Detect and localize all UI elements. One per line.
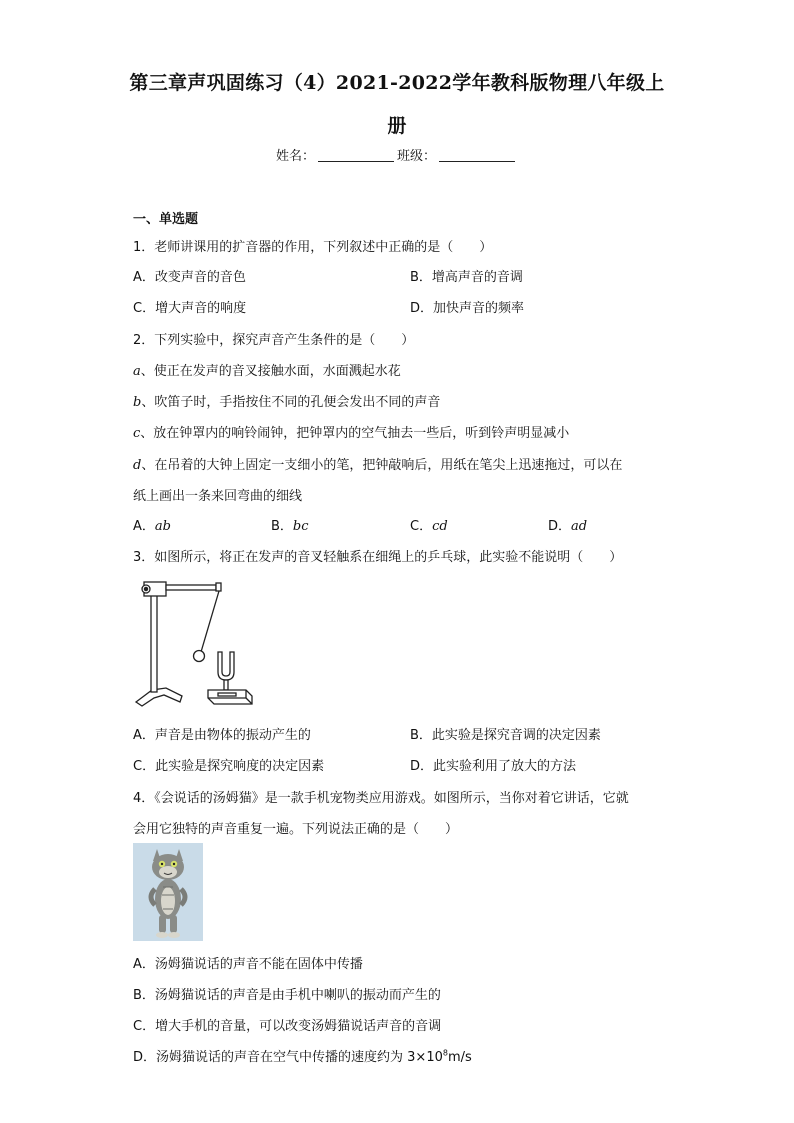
q2-option-prefix: A． [133,519,155,534]
q4-stem-line2: 会用它独特的声音重复一遍。下列说法正确的是（ ） [133,822,459,837]
q2-item-b [133,391,440,410]
q2-item-d-cont: 纸上画出一条来回弯曲的细线 [133,489,303,504]
q2-item-text: 、吹笛子时，手指按住不同的孔便会发出不同的声音 [141,395,441,410]
q4-option-d-value: 3×10 [407,1050,443,1065]
q2-stem: 2．下列实验中，探究声音产生条件的是（ ） [133,333,415,348]
q1-option-b[interactable]: B．增高声音的音调 [410,270,523,285]
q2-option-value: cd [432,519,448,534]
q3-option-a[interactable]: A．声音是由物体的振动产生的 [133,728,311,743]
q1-option-d[interactable]: D．加快声音的频率 [410,301,525,316]
q2-option-prefix: D． [548,519,572,534]
section-title: 一、单选题 [133,212,199,227]
q2-option-d[interactable] [548,515,587,534]
q2-option-value: bc [292,519,309,534]
stand-base [136,688,182,706]
talking-tom-cat-image [133,843,203,941]
q2-item-text: 、在吊着的大钟上固定一支细小的笔，把钟敲响后，用纸在笔尖上迅速拖过，可以在 [141,458,623,473]
name-blank[interactable] [318,149,394,162]
q2-item-text: 、放在钟罩内的响铃闹钟，把钟罩内的空气抽去一些后，听到铃声明显减小 [140,426,570,441]
q3-option-d[interactable]: D．此实验利用了放大的方法 [410,759,577,774]
q2-item-letter: c [133,426,141,441]
ping-pong-ball [194,651,205,662]
q4-option-a[interactable]: A．汤姆猫说话的声音不能在固体中传播 [133,957,363,972]
q3-option-c[interactable]: C．此实验是探究响度的决定因素 [133,759,325,774]
q2-option-value: ad [571,519,588,534]
class-blank[interactable] [439,149,515,162]
q1-stem: 1．老师讲课用的扩音器的作用，下列叙述中正确的是（ ） [133,240,493,255]
q2-option-a[interactable] [133,515,171,534]
q2-option-prefix: C． [410,519,433,534]
q1-option-c[interactable]: C．增大声音的响度 [133,301,247,316]
q4-option-b[interactable]: B．汤姆猫说话的声音是由手机中喇叭的振动而产生的 [133,988,441,1003]
q4-option-d-unit: m/s [447,1050,472,1065]
pendulum-string [201,591,219,652]
q2-option-value: ab [154,519,171,534]
q4-stem-line1: 4．《会说话的汤姆猫》是一款手机宠物类应用游戏。如图所示，当你对着它讲话，它就 [133,791,629,806]
tuning-fork [218,652,234,680]
class-label: 班级： [397,149,437,164]
q2-item-c [133,422,569,441]
q3-option-b[interactable]: B．此实验是探究音调的决定因素 [410,728,601,743]
stand-pole [151,588,157,692]
q3-stem: 3．如图所示，将正在发声的音叉轻触系在细绳上的乒乓球，此实验不能说明（ ） [133,550,623,565]
q2-item-letter: a [133,364,141,379]
name-class-bar [0,145,794,164]
name-label: 姓名： [275,149,315,164]
q2-option-c[interactable] [410,515,448,534]
q4-option-d-prefix: D．汤姆猫说话的声音在空气中传播的速度约为 [133,1050,408,1065]
q2-item-letter: d [133,458,142,473]
q4-option-c[interactable]: C．增大手机的音量，可以改变汤姆猫说话声音的音调 [133,1019,442,1034]
q2-item-a [133,360,401,379]
q1-option-a[interactable]: A．改变声音的音色 [133,270,246,285]
tuning-fork-pendulum-figure [130,574,270,714]
q4-option-d[interactable] [133,1046,472,1065]
q2-item-text: 、使正在发声的音叉接触水面，水面溅起水花 [140,364,401,379]
q2-item-letter: b [133,395,142,410]
q4-option-d-exponent: 8 [442,1048,448,1058]
page-title: 第三章声巩固练习（4）2021-2022学年教科版物理八年级上 [129,72,665,94]
q2-option-prefix: B． [271,519,293,534]
q2-item-d [133,454,622,473]
page-title-cont: 册 [387,115,407,137]
stand-arm [166,585,216,590]
q2-option-b[interactable] [271,515,309,534]
